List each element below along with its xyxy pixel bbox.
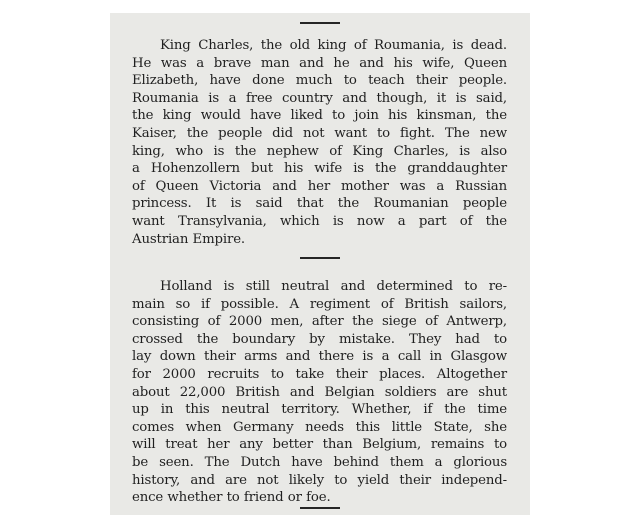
text-line: up in this neutral territory. Whether, if the time [132, 402, 507, 418]
text-line: Elizabeth, have done much to teach their people. [132, 73, 507, 89]
middle-divider-rule [300, 257, 340, 259]
paragraph-holland [132, 278, 507, 507]
text-line: want Transylvania, which is now a part of the [132, 213, 507, 229]
bottom-divider-rule [300, 507, 340, 509]
text-line: for 2000 recruits to take their places. Altogether [132, 366, 507, 382]
text-line: of Queen Victoria and her mother was a Russian [132, 178, 507, 194]
text-line: crossed the boundary by mistake. They had to [132, 331, 507, 347]
text-line: King Charles, the old king of Roumania, is dead. [160, 38, 507, 53]
text-line: a Hohenzollern but his wife is the granddaughter [132, 161, 507, 177]
text-line: consisting of 2000 men, after the siege of Antwerp, [132, 314, 507, 330]
text-line: He was a brave man and he and his wife, Queen [132, 55, 507, 71]
paragraph-roumania [132, 37, 507, 248]
newspaper-clipping [110, 13, 530, 515]
text-line: princess. It is said that the Roumanian people [132, 196, 507, 212]
text-line: Holland is still neutral and determined to re- [160, 279, 507, 294]
text-line: about 22,000 British and Belgian soldiers are shut [132, 384, 507, 400]
top-divider-rule [300, 22, 340, 24]
text-line: main so if possible. A regiment of British sailors, [132, 296, 507, 312]
text-line: history, and are not likely to yield their independ- [132, 472, 507, 488]
text-line: Roumania is a free country and though, it is said, [132, 90, 507, 106]
text-line: the king would have liked to join his kinsman, the [132, 108, 507, 124]
text-line: king, who is the nephew of King Charles, is also [132, 143, 507, 159]
text-line: Austrian Empire. [132, 231, 245, 247]
text-line: will treat her any better than Belgium, remains to [132, 437, 507, 453]
text-line: ence whether to friend or foe. [132, 490, 331, 506]
text-line: be seen. The Dutch have behind them a glorious [132, 454, 507, 470]
text-line: lay down their arms and there is a call in Glasgow [132, 349, 507, 365]
text-line: comes when Germany needs this little State, she [132, 419, 507, 435]
text-line: Kaiser, the people did not want to fight. The new [132, 125, 507, 141]
